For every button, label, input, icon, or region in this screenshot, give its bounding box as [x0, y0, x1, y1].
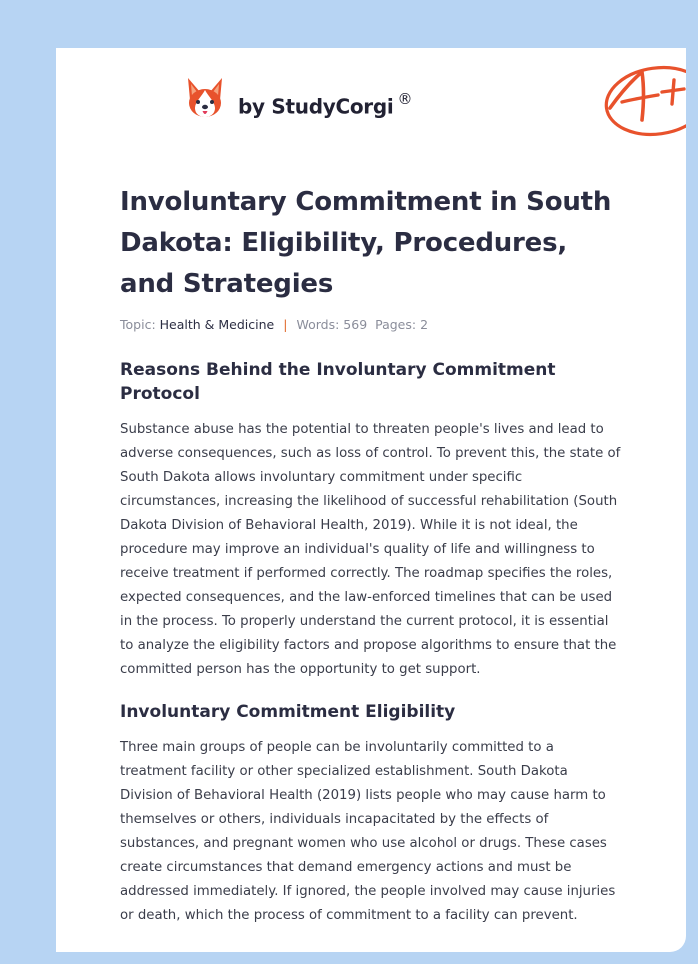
- section-paragraph: Three main groups of people can be involuntarily committed to a treatment facility or other specialized establishment. South Dakota Division of Behavioral Health (2019) lists people who may cause harm to themselves or others, individuals incapacitated by the effects of substances, and pregnant women who use alcohol or drugs. These cases create circumstances that demand emergency actions and must be addressed immediately. If ignored, the people involved may cause injuries or death, which the process of commitment to a facility can prevent.: [120, 740, 616, 923]
- topic-label: Topic:: [120, 317, 156, 332]
- words-value: 569: [343, 317, 368, 332]
- pages-value: 2: [420, 317, 429, 332]
- brand-name[interactable]: [238, 92, 412, 119]
- brand-text: by StudyCorgi: [238, 94, 394, 119]
- pages-label: Pages:: [375, 317, 417, 332]
- document-page: [56, 48, 686, 952]
- meta-separator: |: [283, 317, 288, 332]
- words-label: Words:: [296, 317, 340, 332]
- section-heading: Reasons Behind the Involuntary Commitment Protocol: [120, 360, 556, 404]
- a-plus-grade-icon: [600, 58, 686, 146]
- document-meta: [120, 317, 622, 332]
- corgi-logo-icon[interactable]: [184, 76, 226, 120]
- header: [120, 48, 622, 168]
- document-title: Involuntary Commitment in South Dakota: Eligibility, Procedures, and Strategies: [120, 187, 612, 299]
- section-heading: Involuntary Commitment Eligibility: [120, 702, 456, 722]
- trademark-symbol: ®: [397, 90, 413, 108]
- section-paragraph: Substance abuse has the potential to threaten people's lives and lead to adverse consequences, such as loss of control. To prevent this, the state of South Dakota allows involuntary commitment under specific circumstances, increasing the likelihood of successful rehabilitation (South Dakota Division of Behavioral Health, 2019). While it is not ideal, the procedure may improve an individual's quality of life and willingness to receive treatment if performed correctly. The roadmap specifies the roles, expected consequences, and the law-enforced timelines that can be used in the process. To properly understand the current protocol, it is essential to analyze the eligibility factors and propose algorithms to ensure that the committed person has the opportunity to get support.: [120, 422, 621, 677]
- topic-value[interactable]: Health & Medicine: [159, 317, 275, 332]
